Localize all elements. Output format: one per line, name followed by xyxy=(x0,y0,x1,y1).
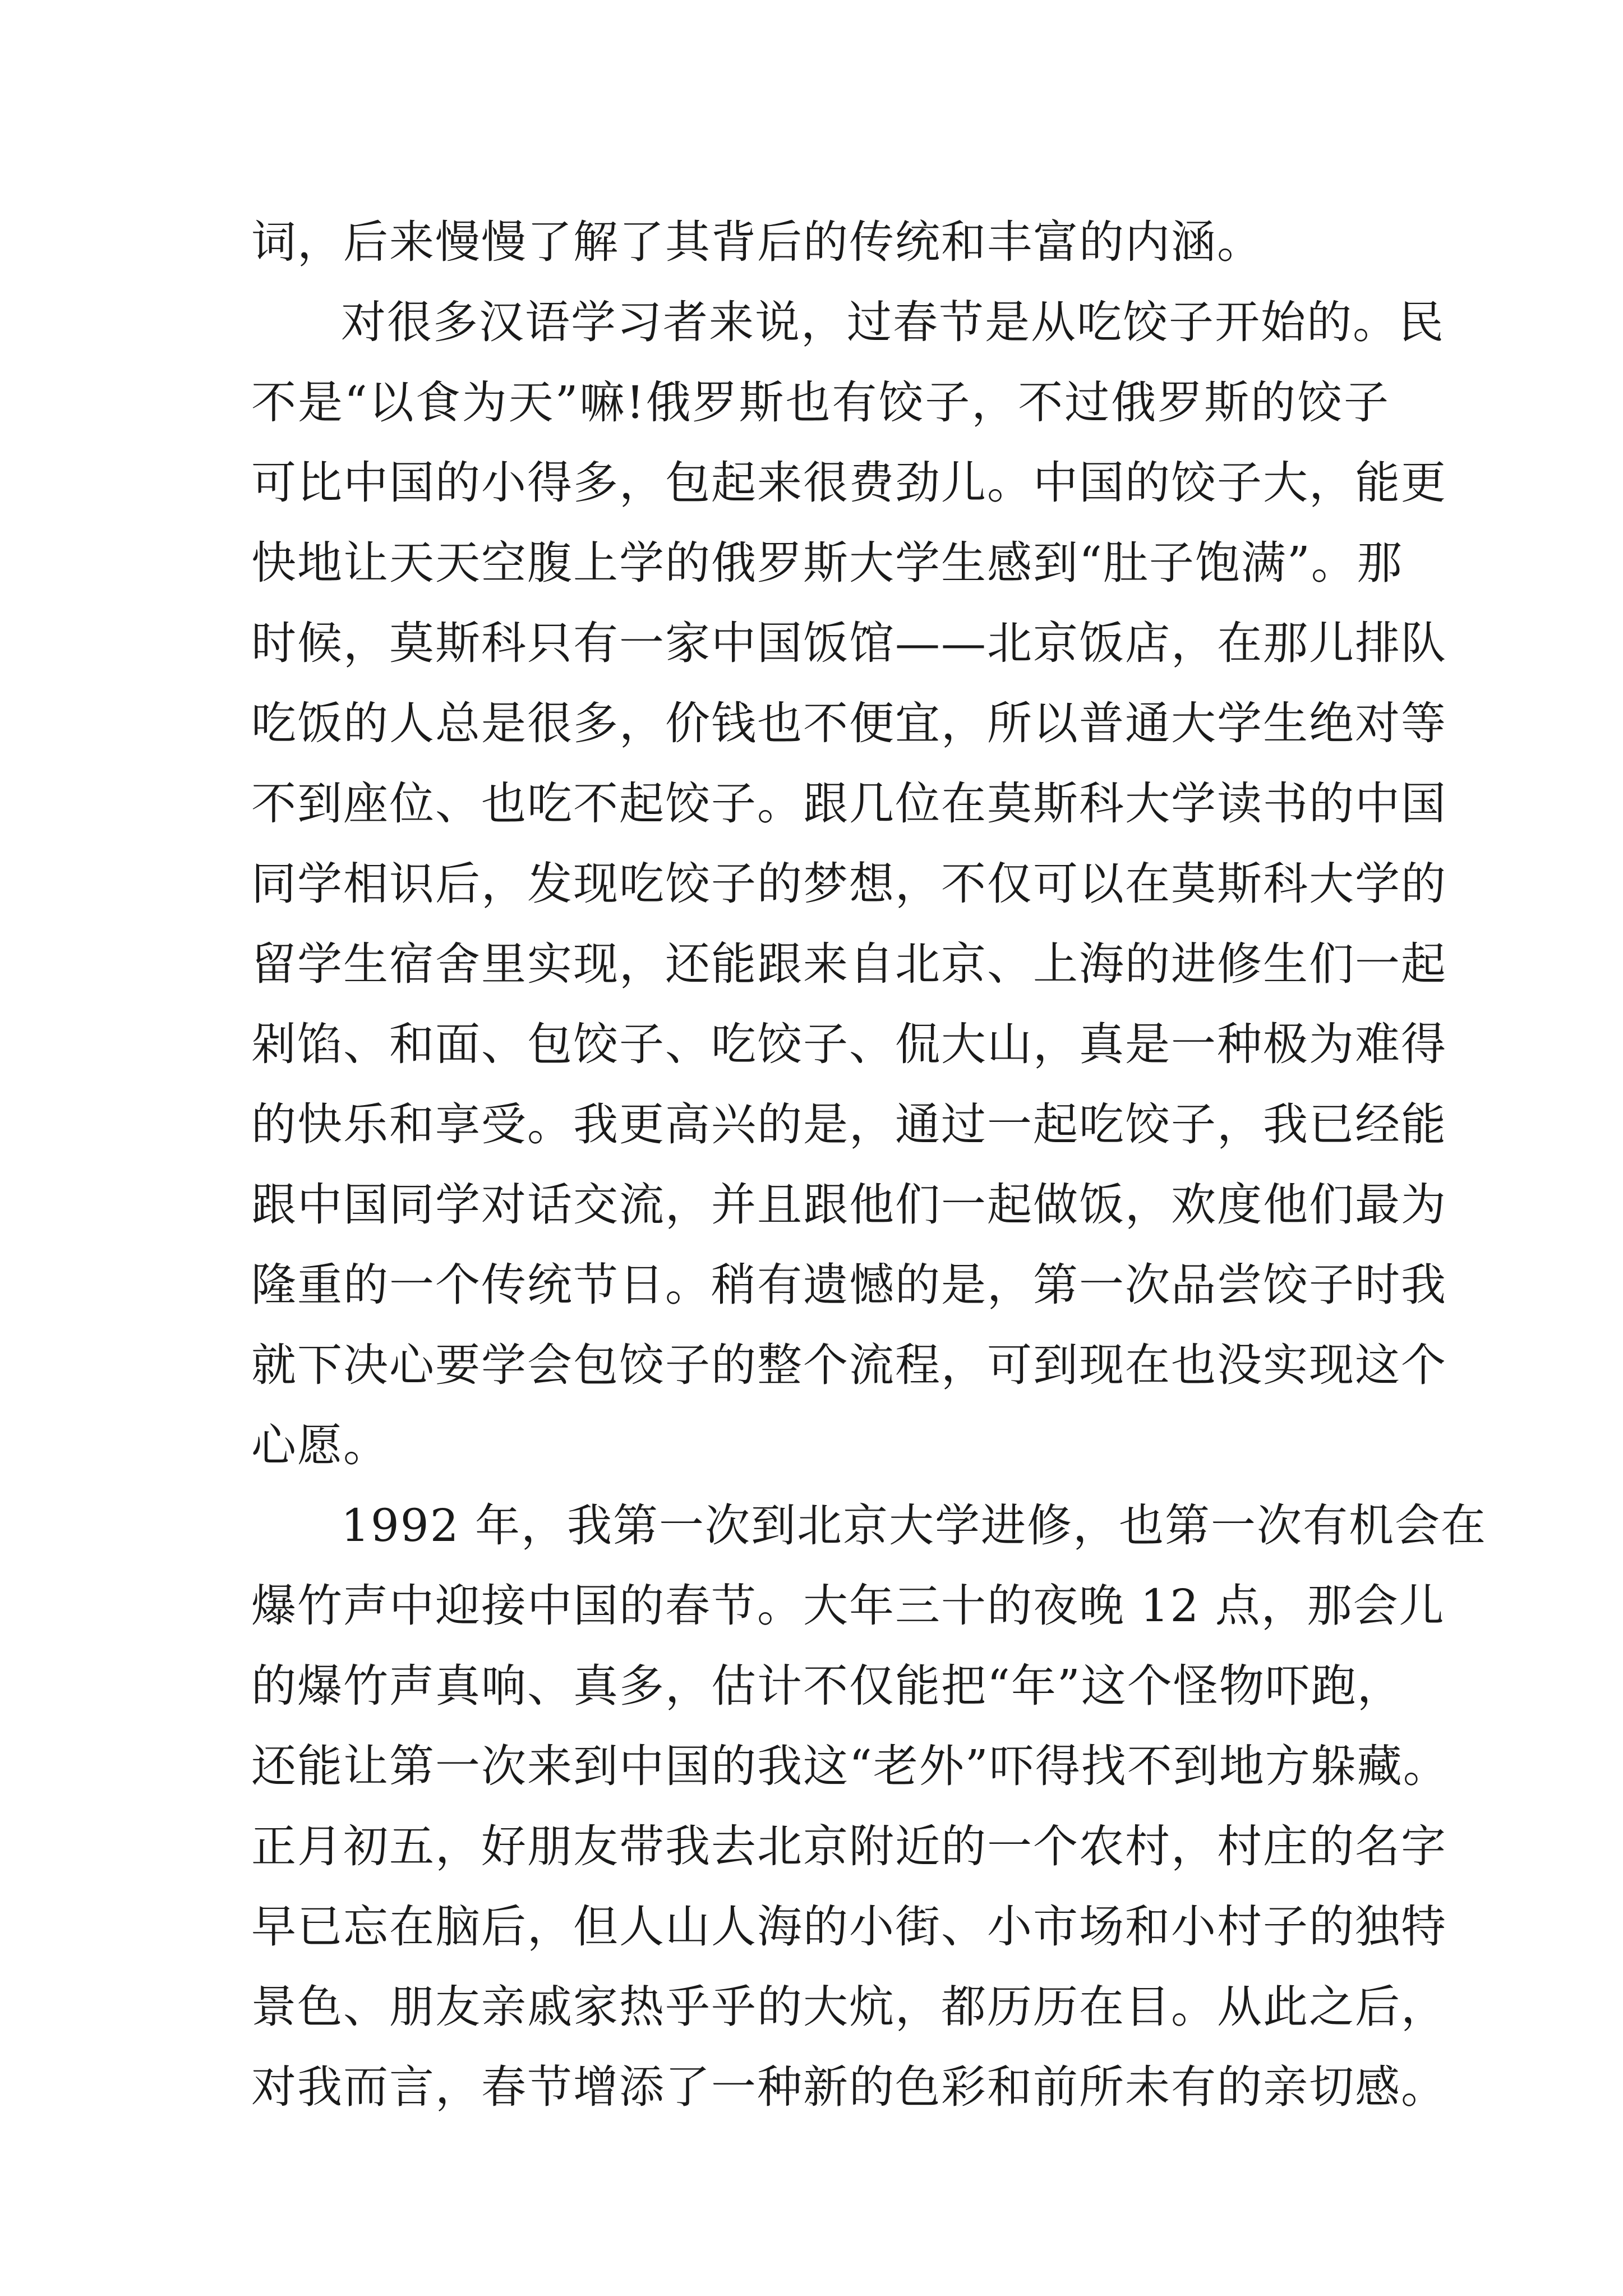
text-line: 对我而言，春节增添了一种新的色彩和前所未有的亲切感。 xyxy=(251,2061,1447,2113)
text-line: 早已忘在脑后，但人山人海的小街、小市场和小村子的独特 xyxy=(251,1901,1447,1953)
text-line: 对很多汉语学习者来说，过春节是从吃饺子开始的。民 xyxy=(341,296,1445,348)
text-line: 心愿。 xyxy=(251,1419,389,1471)
text-line: 剁馅、和面、包饺子、吃饺子、侃大山，真是一种极为难得 xyxy=(251,1018,1447,1070)
document-body xyxy=(251,202,1487,2127)
text-line: 隆重的一个传统节日。稍有遗憾的是，第一次品尝饺子时我 xyxy=(251,1259,1447,1311)
text-line: 的爆竹声真响、真多，估计不仅能把“年”这个怪物吓跑， xyxy=(251,1660,1403,1712)
text-line: 还能让第一次来到中国的我这“老外”吓得找不到地方躲藏。 xyxy=(251,1740,1449,1792)
text-line: 不到座位、也吃不起饺子。跟几位在莫斯科大学读书的中国 xyxy=(251,777,1447,830)
text-line: 留学生宿舍里实现，还能跟来自北京、上海的进修生们一起 xyxy=(251,938,1447,990)
text-line: 的快乐和享受。我更高兴的是，通过一起吃饺子，我已经能 xyxy=(251,1098,1447,1151)
paragraph-1 xyxy=(251,202,1390,282)
text-line: 正月初五，好朋友带我去北京附近的一个农村，村庄的名字 xyxy=(251,1820,1447,1872)
text-line: 同学相识后，发现吃饺子的梦想，不仅可以在莫斯科大学的 xyxy=(251,858,1447,910)
paragraph-3 xyxy=(251,1485,1487,2127)
text-line: 1992 年，我第一次到北京大学进修，也第一次有机会在 xyxy=(341,1499,1487,1552)
text-line: 可比中国的小得多，包起来很费劲儿。中国的饺子大，能更 xyxy=(251,457,1447,509)
text-line: 时候，莫斯科只有一家中国饭馆——北京饭店，在那儿排队 xyxy=(251,617,1447,669)
text-line: 词，后来慢慢了解了其背后的传统和丰富的内涵。 xyxy=(251,216,1263,268)
text-line: 爆竹声中迎接中国的春节。大年三十的夜晚 12 点，那会儿 xyxy=(251,1580,1445,1632)
text-line: 景色、朋友亲戚家热乎乎的大炕，都历历在目。从此之后， xyxy=(251,1981,1447,2033)
paragraph-2 xyxy=(251,282,1447,1485)
text-line: 吃饭的人总是很多，价钱也不便宜，所以普通大学生绝对等 xyxy=(251,697,1447,749)
text-line: 就下决心要学会包饺子的整个流程，可到现在也没实现这个 xyxy=(251,1339,1447,1391)
text-line: 跟中国同学对话交流，并且跟他们一起做饭，欢度他们最为 xyxy=(251,1179,1447,1231)
text-line: 快地让天天空腹上学的俄罗斯大学生感到“肚子饱满”。那 xyxy=(251,537,1403,589)
text-line: 不是“以食为天”嘛!俄罗斯也有饺子，不过俄罗斯的饺子 xyxy=(251,376,1390,429)
